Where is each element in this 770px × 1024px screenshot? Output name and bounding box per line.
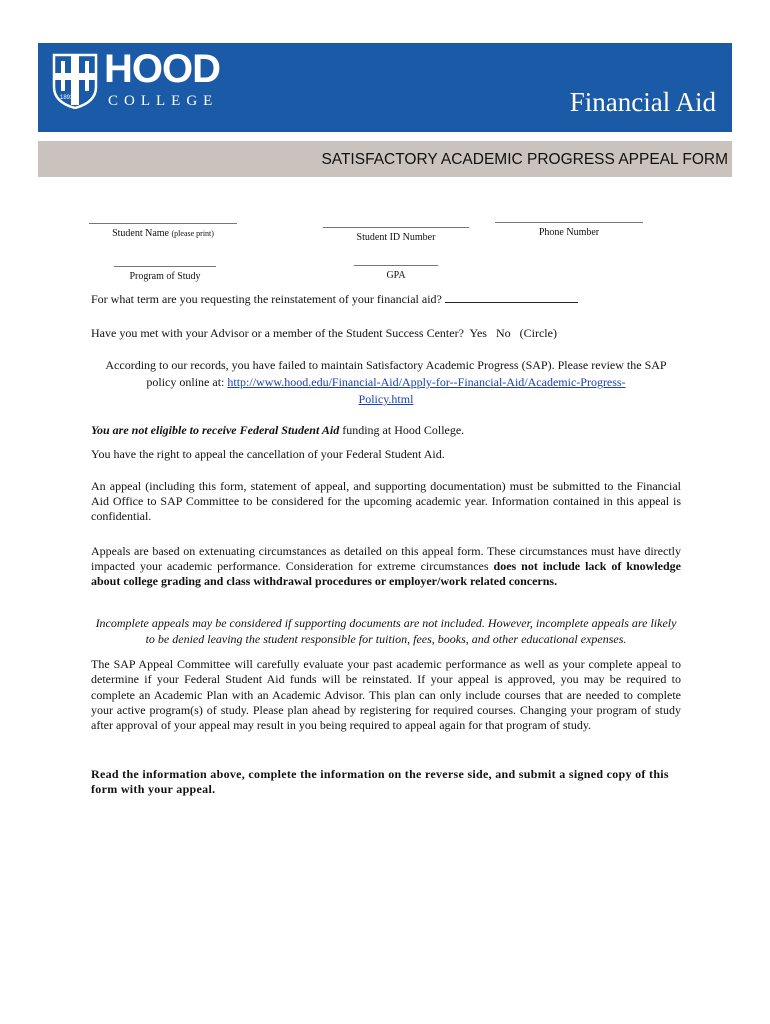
- student-id-line[interactable]: [323, 227, 469, 228]
- header-banner: [38, 43, 732, 132]
- program-label: Program of Study: [129, 271, 201, 282]
- phone-line[interactable]: [495, 222, 643, 223]
- unit-name: Financial Aid: [569, 87, 716, 117]
- title-banner: [38, 141, 732, 177]
- advisor-no-option[interactable]: No: [495, 326, 511, 340]
- right-to-appeal: You have the right to appeal the cancellation of your Federal Student Aid.: [91, 447, 445, 461]
- not-eligible-emphasis: You are not eligible to receive Federal Student Aid: [91, 423, 340, 437]
- term-question-text: For what term are you requesting the reinstatement of your financial aid?: [91, 292, 442, 306]
- form-title: SATISFACTORY ACADEMIC PROGRESS APPEAL FORM: [321, 151, 728, 168]
- not-eligible-rest: funding at Hood College.: [342, 423, 465, 437]
- shield-icon: [52, 53, 98, 109]
- phone-label: Phone Number: [538, 227, 600, 238]
- basis-exclusions: does not include lack of knowledge about college grading and class withdrawal procedures or employer/work related concerns.: [91, 559, 681, 588]
- hood-college-logo: [52, 47, 252, 113]
- gpa-field[interactable]: [353, 265, 439, 281]
- appeal-paragraph: An appeal (including this form, statement of appeal, and supporting documentation) must be submitted to the Financial Aid Office to SAP Committee to be considered for the upcoming academic year. Information contained in this appeal is confidential.: [91, 479, 681, 523]
- advisor-question: [91, 326, 681, 341]
- program-field[interactable]: [113, 266, 217, 282]
- committee-paragraph: The SAP Appeal Committee will carefully evaluate your past academic performance as well as your complete appeal to determine if your Federal Student Aid funds will be reinstated. If your appeal is approved, you may be required to complete an Academic Plan with an Academic Advisor. This plan can only include courses that are needed to complete your active program(s) of study. Please plan ahead by registering for required courses. Changing your program of study after approval of your appeal may result in you being required to appeal again for that program of study.: [91, 657, 681, 733]
- sap-policy-link[interactable]: [227, 375, 625, 406]
- sap-policy-text: According to our records, you have failed to maintain Satisfactory Academic Progress (SAP). Please review the SAP policy online at:: [105, 358, 667, 389]
- student-id-field[interactable]: [322, 227, 470, 243]
- incomplete-appeals-note: Incomplete appeals may be considered if supporting documents are not included. However, incomplete appeals are likely to be denied leaving the student responsible for tuition, fees, books, and other educational expenses.: [95, 616, 677, 646]
- basis-text: Appeals are based on extenuating circumstances as detailed on this appeal form. These circumstances must have directly impacted your academic performance. Consideration for extreme circumstances: [91, 544, 681, 573]
- term-answer-line[interactable]: [445, 292, 578, 303]
- student-name-line[interactable]: [89, 223, 237, 224]
- phone-field[interactable]: [494, 222, 644, 238]
- program-line[interactable]: [114, 266, 216, 267]
- not-eligible-statement: [91, 423, 681, 438]
- gpa-label: GPA: [386, 270, 406, 281]
- advisor-circle-note: (Circle): [519, 326, 557, 340]
- student-id-label: Student ID Number: [356, 232, 436, 243]
- advisor-question-text: Have you met with your Advisor or a member of the Student Success Center?: [91, 326, 464, 340]
- advisor-yes-option[interactable]: Yes: [469, 326, 487, 340]
- student-name-field[interactable]: [88, 223, 238, 239]
- final-instruction: Read the information above, complete the information on the reverse side, and submit a signed copy of this form with your appeal.: [91, 767, 669, 796]
- logo-year: 1893: [60, 95, 74, 101]
- logo-college: COLLEGE: [108, 93, 219, 109]
- sap-policy-link-line1[interactable]: http://www.hood.edu/Financial-Aid/Apply-for--Financial-Aid/Academic-Progress-: [227, 375, 626, 389]
- student-name-note: (please print): [171, 229, 214, 238]
- sap-policy-link-line2[interactable]: Policy.html: [358, 392, 414, 406]
- basis-paragraph: [91, 544, 681, 589]
- sap-policy-paragraph: [96, 357, 676, 408]
- term-question: [91, 292, 681, 307]
- student-name-label: Student Name: [112, 228, 169, 239]
- gpa-line[interactable]: [354, 265, 438, 266]
- logo-word: HOOD: [104, 47, 220, 91]
